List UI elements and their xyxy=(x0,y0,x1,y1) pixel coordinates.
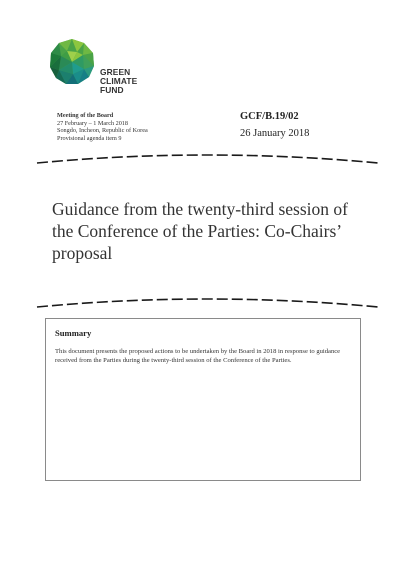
meeting-info xyxy=(57,112,148,142)
gcf-logo xyxy=(49,38,149,98)
meeting-agenda: Provisional agenda item 9 xyxy=(57,134,122,142)
document-date: 26 January 2018 xyxy=(240,128,310,139)
globe-icon xyxy=(49,38,95,86)
logo-line-green: GREEN xyxy=(100,67,131,77)
logo-wordmark xyxy=(100,68,137,95)
meeting-title: Meeting of the Board xyxy=(57,112,114,119)
document-number: GCF/B.19/02 xyxy=(240,111,299,122)
logo-line-fund: FUND xyxy=(100,85,124,95)
document-reference xyxy=(240,111,309,139)
bottom-wave-divider xyxy=(35,296,380,310)
document-title: Guidance from the twenty-third session of the Conference of the Parties: Co-Chairs’ proposal xyxy=(52,199,348,263)
meeting-location: Songdo, Incheon, Republic of Korea xyxy=(57,127,148,135)
meeting-dates: 27 February – 1 March 2018 xyxy=(57,119,128,127)
top-wave-divider xyxy=(35,152,380,166)
logo-line-climate: CLIMATE xyxy=(100,76,138,86)
summary-heading: Summary xyxy=(55,328,92,338)
summary-body: This document presents the proposed actions to be undertaken by the Board in 2018 in response to guidance received from the Parties during the twenty-third session of the Conference of the Parties. xyxy=(55,348,341,365)
summary-box xyxy=(45,318,361,481)
